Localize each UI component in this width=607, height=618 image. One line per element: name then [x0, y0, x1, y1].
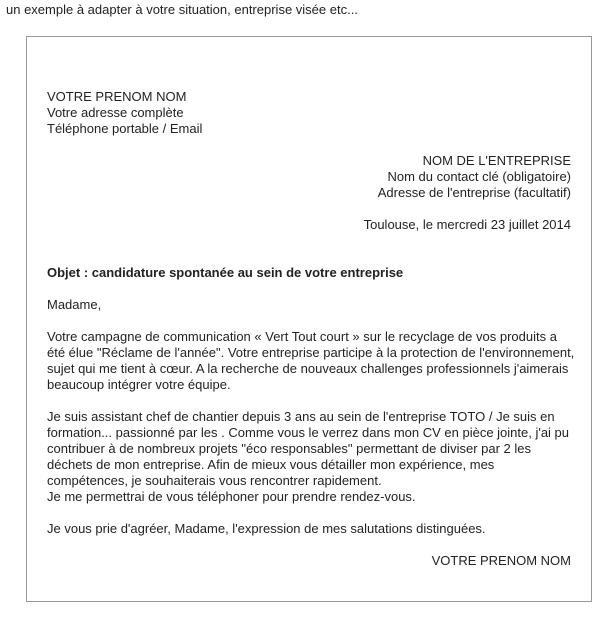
sender-address: Votre adresse complète [47, 105, 184, 120]
recipient-company: NOM DE L'ENTREPRISE [422, 153, 571, 168]
text-line: déchets de mon entreprise. Afin de mieux vous détailler mon expérience, mes [47, 457, 495, 472]
text-line: beaucoup intégrer votre équipe. [47, 377, 231, 392]
text-line: compétences, je souhaiterais vous rencontrer rapidement. [47, 473, 382, 488]
paragraph-2 [47, 409, 571, 505]
intro-text: un exemple à adapter à votre situation, entreprise visée etc... [6, 2, 358, 17]
sender-contact: Téléphone portable / Email [47, 121, 203, 136]
subject-line: Objet : candidature spontanée au sein de votre entreprise [47, 265, 404, 280]
text-line: Votre campagne de communication « Vert Tout court » sur le recyclage de vos produits a [47, 329, 557, 344]
recipient-block [47, 153, 571, 201]
sender-block [47, 89, 571, 137]
closing: Je vous prie d'agréer, Madame, l'expression de mes salutations distinguées. [47, 521, 486, 536]
date-line: Toulouse, le mercredi 23 juillet 2014 [363, 217, 571, 232]
text-line: Je suis assistant chef de chantier depuis 3 ans au sein de l'entreprise TOTO / Je suis en [47, 409, 555, 424]
paragraph-1 [47, 329, 575, 393]
text-line: formation... passionné par les . Comme vous le verrez dans mon CV en pièce jointe, j'ai pu [47, 425, 570, 440]
text-line: été élue "Réclame de l'année". Votre entreprise participe à la protection de l'environnement, [47, 345, 575, 360]
text-line: sujet qui me tient à cœur. A la recherche de nouveaux challenges professionnels j'aimerais [47, 361, 569, 376]
text-line: contribuer à de nombreux projets "éco responsables" permettant de diviser par 2 les [47, 441, 531, 456]
salutation: Madame, [47, 297, 102, 312]
text-line: Je me permettrai de vous téléphoner pour prendre rendez-vous. [47, 489, 416, 504]
sender-name: VOTRE PRENOM NOM [47, 89, 187, 104]
recipient-address: Adresse de l'entreprise (facultatif) [377, 185, 571, 200]
letter-box [26, 36, 592, 602]
signature: VOTRE PRENOM NOM [431, 553, 571, 568]
recipient-contact: Nom du contact clé (obligatoire) [387, 169, 571, 184]
